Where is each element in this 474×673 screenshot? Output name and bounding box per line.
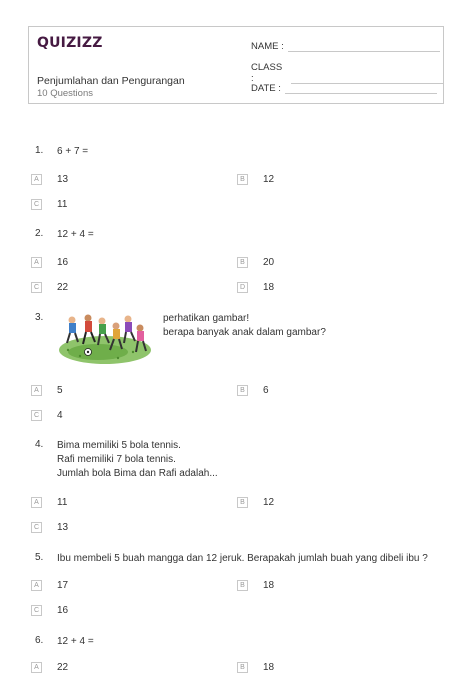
question-text-line: berapa banyak anak dalam gambar? [163, 327, 326, 338]
class-field[interactable] [251, 62, 443, 84]
option-a[interactable] [31, 497, 67, 508]
option-text: 18 [263, 282, 275, 293]
name-label: NAME : [251, 41, 284, 52]
worksheet-title: Penjumlahan dan Pengurangan [37, 75, 185, 87]
quizizz-logo: QUIZIZZ [37, 35, 103, 51]
class-label: CLASS : [251, 62, 283, 84]
option-text: 16 [57, 605, 69, 616]
option-letter-box: B [237, 580, 248, 591]
option-letter-box: A [31, 257, 42, 268]
option-letter-box: C [31, 199, 42, 210]
option-text: 22 [57, 662, 69, 673]
option-text: 13 [57, 174, 69, 185]
option-b[interactable] [237, 174, 274, 185]
option-text: 12 [263, 174, 275, 185]
option-letter-box: B [237, 497, 248, 508]
option-letter-box: C [31, 605, 42, 616]
option-c[interactable] [31, 410, 63, 421]
question-text: 12 + 4 = [57, 229, 94, 240]
option-letter-box: C [31, 282, 42, 293]
question-text-line: Jumlah bola Bima dan Rafi adalah... [57, 468, 218, 479]
option-a[interactable] [31, 385, 63, 396]
option-a[interactable] [31, 257, 68, 268]
option-c[interactable] [31, 522, 68, 533]
option-letter-box: A [31, 662, 42, 673]
question-count: 10 Questions [37, 88, 93, 99]
option-text: 16 [57, 257, 69, 268]
question-number: 6. [35, 635, 44, 646]
option-text: 4 [57, 410, 63, 421]
option-d[interactable] [237, 282, 274, 293]
option-text: 22 [57, 282, 69, 293]
option-text: 18 [263, 580, 275, 591]
question-text: 6 + 7 = [57, 146, 89, 157]
option-a[interactable] [31, 174, 68, 185]
children-playing-soccer-image [58, 312, 152, 366]
name-line [288, 41, 440, 52]
question-number: 2. [35, 228, 44, 239]
option-a[interactable] [31, 662, 68, 673]
option-c[interactable] [31, 605, 68, 616]
option-b[interactable] [237, 497, 274, 508]
question-text-line: Rafi memiliki 7 bola tennis. [57, 454, 176, 465]
question-number: 3. [35, 312, 44, 323]
option-letter-box: B [237, 257, 248, 268]
option-b[interactable] [237, 385, 269, 396]
worksheet-header [28, 26, 444, 104]
date-field[interactable] [251, 83, 437, 94]
option-letter-box: D [237, 282, 248, 293]
option-text: 6 [263, 385, 269, 396]
option-b[interactable] [237, 662, 274, 673]
question-number: 4. [35, 439, 44, 450]
option-letter-box: A [31, 497, 42, 508]
question-number: 5. [35, 552, 44, 563]
option-letter-box: A [31, 174, 42, 185]
option-text: 11 [57, 199, 68, 210]
option-text: 13 [57, 522, 69, 533]
option-text: 20 [263, 257, 275, 268]
option-b[interactable] [237, 257, 274, 268]
question-text: Ibu membeli 5 buah mangga dan 12 jeruk. Berapakah jumlah buah yang dibeli ibu ? [57, 553, 428, 564]
option-letter-box: A [31, 580, 42, 591]
option-text: 5 [57, 385, 63, 396]
question-text-line: Bima memiliki 5 bola tennis. [57, 440, 181, 451]
name-field[interactable] [251, 41, 440, 52]
option-text: 17 [57, 580, 69, 591]
option-c[interactable] [31, 282, 68, 293]
option-b[interactable] [237, 580, 274, 591]
date-line [285, 83, 437, 94]
question-text: 12 + 4 = [57, 636, 94, 647]
option-text: 12 [263, 497, 275, 508]
option-letter-box: B [237, 174, 248, 185]
date-label: DATE : [251, 83, 281, 94]
option-letter-box: C [31, 522, 42, 533]
option-letter-box: C [31, 410, 42, 421]
option-letter-box: B [237, 385, 248, 396]
option-text: 11 [57, 497, 68, 508]
option-letter-box: A [31, 385, 42, 396]
question-text-line: perhatikan gambar! [163, 313, 250, 324]
option-text: 18 [263, 662, 275, 673]
option-a[interactable] [31, 580, 68, 591]
question-number: 1. [35, 145, 44, 156]
option-c[interactable] [31, 199, 67, 210]
option-letter-box: B [237, 662, 248, 673]
